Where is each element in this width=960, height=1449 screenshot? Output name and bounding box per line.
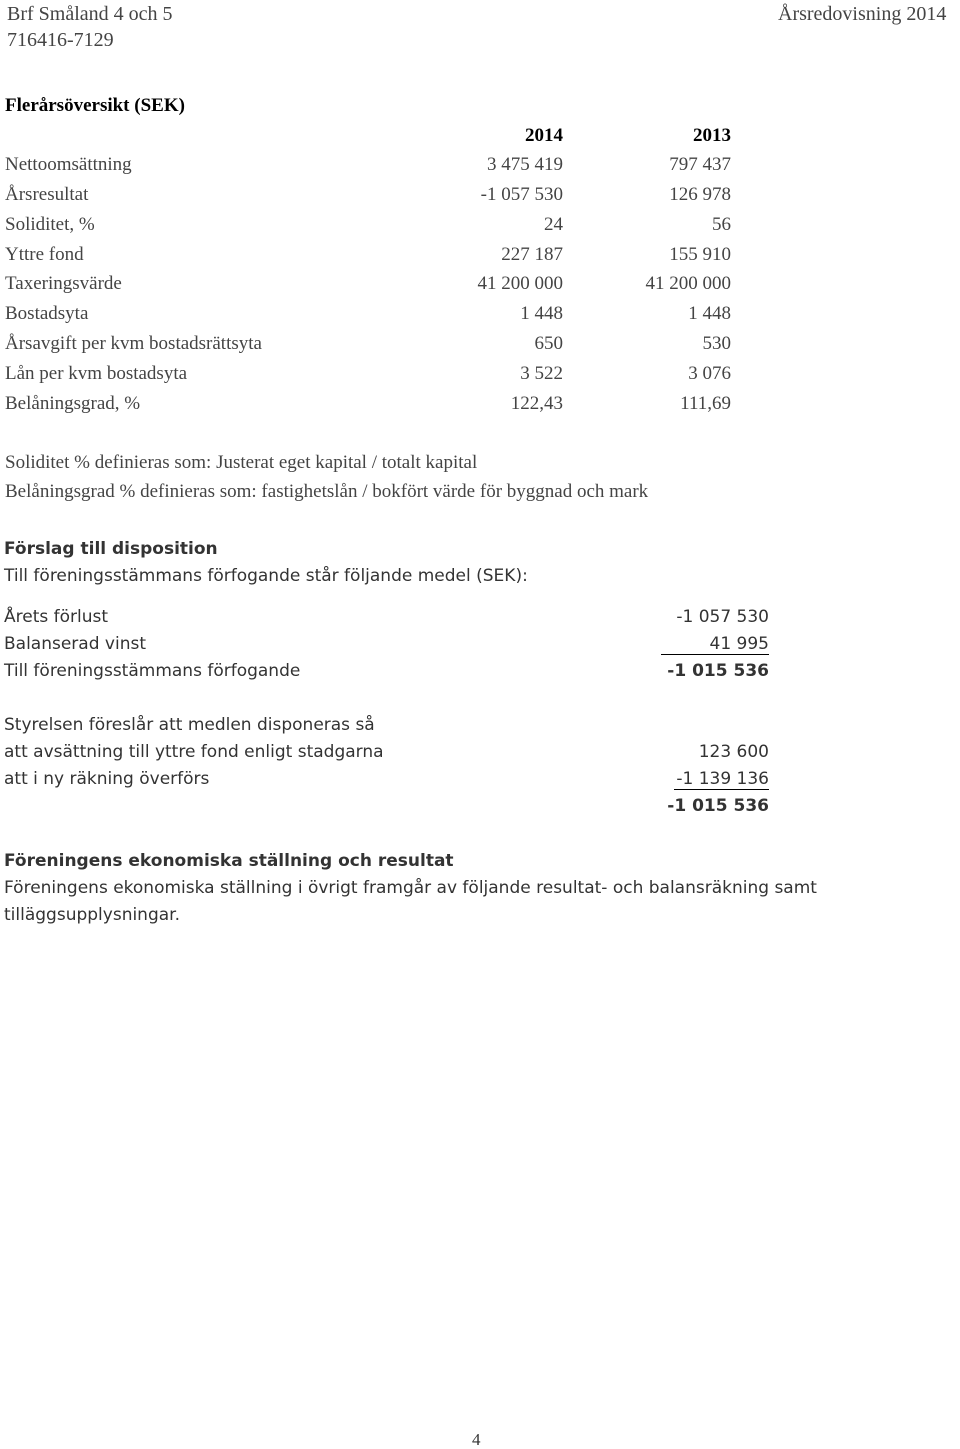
value-2013: 1 448	[688, 303, 731, 324]
row-label: Yttre fond	[5, 244, 84, 265]
value-2013: 155 910	[669, 244, 731, 265]
value-2013: 56	[712, 214, 731, 235]
column-header-2014: 2014	[525, 125, 563, 146]
value-2014: 3 475 419	[487, 154, 563, 175]
definition-note: Belåningsgrad % definieras som: fastighetslån / bokfört värde för byggnad och mark	[5, 481, 649, 502]
row-label: Soliditet, %	[5, 214, 95, 235]
org-name: Brf Småland 4 och 5	[7, 3, 173, 25]
value-2013: 530	[702, 333, 731, 354]
value-2013: 111,69	[680, 393, 731, 414]
item-value-total: -1 015 536	[667, 661, 769, 681]
row-label: Nettoomsättning	[5, 154, 132, 175]
disposition-title: Förslag till disposition	[4, 539, 218, 559]
definition-note: Soliditet % definieras som: Justerat eget kapital / totalt kapital	[5, 452, 478, 473]
item-value: -1 139 136	[674, 771, 769, 790]
value-2014: 3 522	[520, 363, 563, 384]
flerarsoversikt-title: Flerårsöversikt (SEK)	[5, 95, 185, 116]
value-2013: 126 978	[669, 184, 731, 205]
value-2014: 1 448	[520, 303, 563, 324]
value-2014: -1 057 530	[480, 184, 563, 205]
ekonomisk-stallning-title: Föreningens ekonomiska ställning och resultat	[4, 851, 454, 871]
item-label: Årets förlust	[4, 607, 109, 627]
value-2013: 41 200 000	[645, 273, 731, 294]
row-label: Belåningsgrad, %	[5, 393, 141, 414]
value-2014: 24	[544, 214, 563, 235]
page-number: 4	[472, 1430, 481, 1449]
disposition-intro: Till föreningsstämmans förfogande står följande medel (SEK):	[4, 566, 528, 586]
item-label: att i ny räkning överförs	[4, 769, 210, 789]
row-label: Lån per kvm bostadsyta	[5, 363, 188, 384]
value-2014: 227 187	[501, 244, 563, 265]
proposal-total: -1 015 536	[667, 796, 769, 816]
item-value: 41 995	[661, 636, 769, 655]
org-number: 716416-7129	[7, 29, 114, 51]
item-label: Balanserad vinst	[4, 634, 146, 654]
item-value: -1 057 530	[676, 607, 769, 627]
row-label: Taxeringsvärde	[5, 273, 122, 294]
ekonomisk-stallning-text: Föreningens ekonomiska ställning i övrigt framgår av följande resultat- och balansräkning samt	[4, 878, 817, 898]
row-label: Bostadsyta	[5, 303, 89, 324]
value-2014: 650	[534, 333, 563, 354]
item-label: Till föreningsstämmans förfogande	[4, 661, 301, 681]
item-value: 123 600	[698, 742, 769, 762]
proposal-intro: Styrelsen föreslår att medlen disponeras så	[4, 715, 375, 735]
row-label: Årsavgift per kvm bostadsrättsyta	[5, 333, 262, 354]
value-2013: 3 076	[688, 363, 731, 384]
value-2014: 41 200 000	[477, 273, 563, 294]
value-2014: 122,43	[510, 393, 563, 414]
report-title: Årsredovisning 2014	[778, 3, 947, 25]
ekonomisk-stallning-text-cont: tilläggsupplysningar.	[4, 905, 181, 925]
item-label: att avsättning till yttre fond enligt stadgarna	[4, 742, 384, 762]
value-2013: 797 437	[669, 154, 731, 175]
column-header-2013: 2013	[693, 125, 731, 146]
row-label: Årsresultat	[5, 184, 89, 205]
